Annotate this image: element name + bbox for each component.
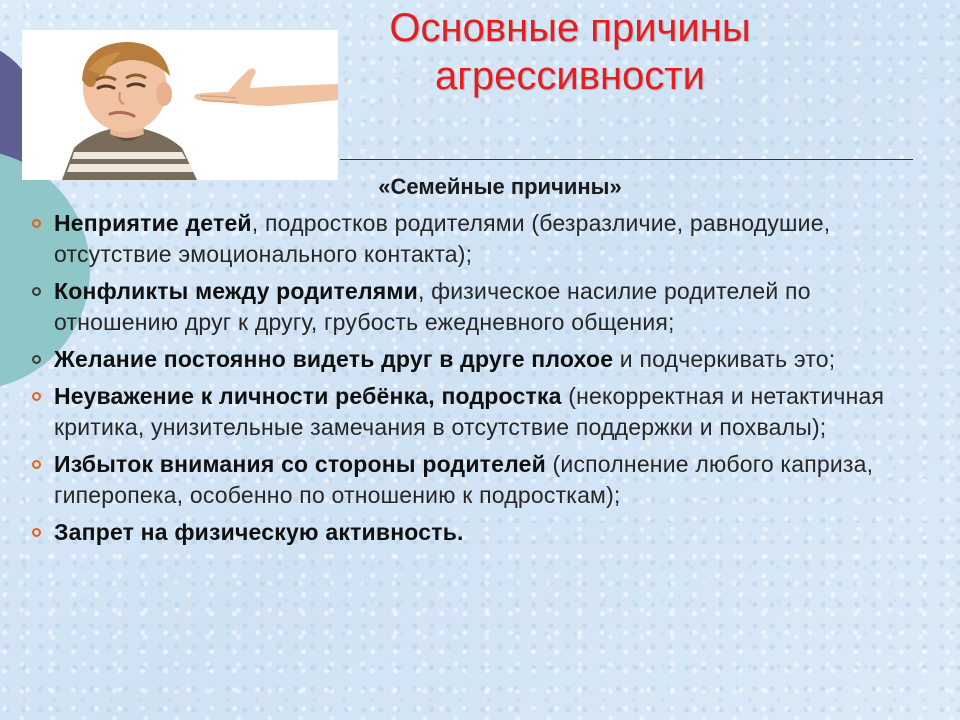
item-bold: Неуважение к личности ребёнка, подростка (54, 383, 562, 409)
item-bold: Запрет на физическую активность. (54, 519, 464, 545)
title-divider (340, 159, 913, 160)
item-text: , физическое насилие родителей по отношению друг к другу, грубость ежедневного общения; (54, 278, 811, 335)
causes-list (30, 208, 930, 554)
bullet-ring-icon (32, 355, 41, 364)
list-item (30, 381, 930, 443)
item-bold: Конфликты между родителями (54, 278, 418, 304)
bullet-ring-icon (32, 528, 41, 537)
slide-title (290, 4, 850, 100)
list-item (30, 449, 930, 511)
item-bold: Избыток внимания со стороны родителей (54, 451, 546, 477)
item-text: (некорректная и нетактичная критика, унизительные замечания в отсутствие поддержки и похвалы); (54, 383, 885, 440)
section-subtitle: «Семейные причины» (378, 174, 622, 199)
list-item (30, 208, 930, 270)
bullet-ring-icon (32, 287, 41, 296)
title-line-1: Основные причины (389, 6, 751, 50)
list-item (30, 344, 930, 375)
list-item (30, 276, 930, 338)
item-bold: Желание постоянно видеть друг в друге плохое (54, 346, 614, 372)
item-text: и подчеркивать это; (613, 346, 836, 372)
bullet-ring-icon (32, 219, 41, 228)
item-bold: Неприятие детей (54, 210, 252, 236)
item-text: , подростков родителями (безразличие, равнодушие, отсутствие эмоционального контакта); (54, 210, 831, 267)
bullet-ring-icon (32, 392, 41, 401)
list-item (30, 517, 930, 548)
item-text: (исполнение любого каприза, гиперопека, особенно по отношению к подросткам); (54, 451, 874, 508)
title-line-2: агрессивности (435, 54, 705, 98)
bullet-ring-icon (32, 460, 41, 469)
